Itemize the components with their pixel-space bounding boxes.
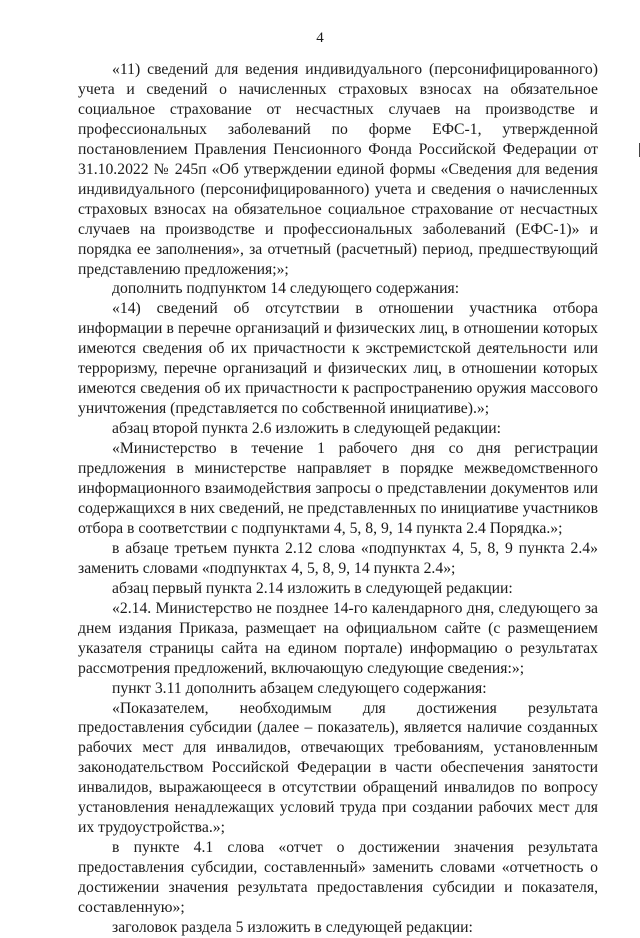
- paragraph: «11) сведений для ведения индивидуального (персонифицированного) учета и сведений о начисленных страховых взносах на обязательное социальное страхование от несчастных случаев на производстве и профессиональных заболеваний по форме ЕФС-1, утвержденной постановлением Правления Пенсионного Фонда Российской Федерации от 31.10.2022 № 245п «Об утверждении единой формы «Сведения для ведения индивидуального (персонифицированного) учета и сведения о начисленных страховых взносах на обязательное социальное страхование от несчастных случаев на производстве и профессиональных заболеваний (ЕФС-1)» и порядка ее заполнения», за отчетный (расчетный) период, предшествующий представлению предложения;»;: [78, 60, 598, 279]
- paragraph: «Министерство в течение 1 рабочего дня со дня регистрации предложения в министерстве направляет в порядке межведомственного информационного взаимодействия запросы о представлении документов или содержащихся в них сведений, не представленных по инициативе участников отбора в соответствии с подпунктами 4, 5, 8, 9, 14 пункта 2.4 Порядка.»;: [78, 439, 598, 539]
- document-body: [78, 60, 598, 938]
- paragraph: в абзаце третьем пункта 2.12 слова «подпунктах 4, 5, 8, 9 пункта 2.4» заменить словами «подпунктах 4, 5, 8, 9, 14 пункта 2.4»;: [78, 539, 598, 579]
- paragraph: заголовок раздела 5 изложить в следующей редакции:: [78, 918, 598, 938]
- paragraph: «2.14. Министерство не позднее 14-го календарного дня, следующего за днем издания Приказа, размещает на официальном сайте (с размещением указателя страницы сайта на едином портале) информацию о результатах рассмотрения предложений, включающую следующие сведения:»;: [78, 599, 598, 679]
- paragraph: абзац первый пункта 2.14 изложить в следующей редакции:: [78, 579, 598, 599]
- page-number: 4: [0, 30, 640, 47]
- paragraph: «Показателем, необходимым для достижения результата предоставления субсидии (далее – показатель), является наличие созданных рабочих мест для инвалидов, отвечающих требованиям, установленным законодательством Российской Федерации в части обеспечения занятости инвалидов, выражающееся в отсутствии обращений инвалидов по вопросу установления ненадлежащих условий труда при создании рабочих мест для их трудоустройства.»;: [78, 699, 598, 839]
- paragraph: дополнить подпунктом 14 следующего содержания:: [78, 279, 598, 299]
- paragraph: «14) сведений об отсутствии в отношении участника отбора информации в перечне организаций и физических лиц, в отношении которых имеются сведения об их причастности к экстремистской деятельности или терроризму, перечне организаций и физических лиц, в отношении которых имеются сведения об их причастности к распространению оружия массового уничтожения (представляется по собственной инициативе).»;: [78, 299, 598, 419]
- paragraph: в пункте 4.1 слова «отчет о достижении значения результата предоставления субсидии, составленный» заменить словами «отчетность о достижении значения результата предоставления субсидии и показателя, составленную»;: [78, 838, 598, 918]
- paragraph: пункт 3.11 дополнить абзацем следующего содержания:: [78, 679, 598, 699]
- paragraph: абзац второй пункта 2.6 изложить в следующей редакции:: [78, 419, 598, 439]
